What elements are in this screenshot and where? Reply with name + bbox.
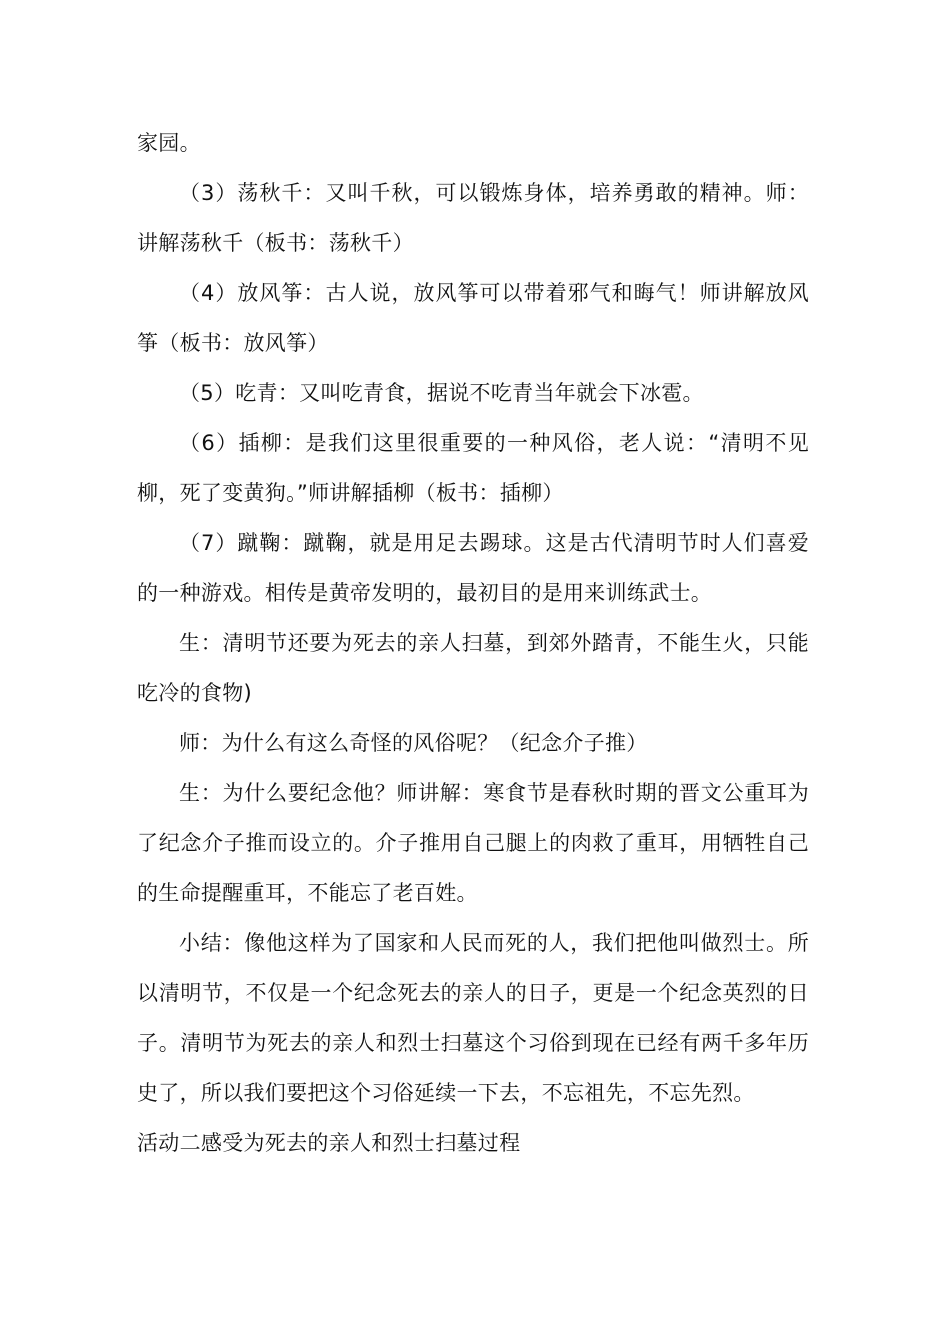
paragraph-swing: （3）荡秋千：又叫千秋，可以锻炼身体，培养勇敢的精神。师：讲解荡秋千（板书：荡秋千） — [137, 181, 809, 255]
paragraph-summary: 小结：像他这样为了国家和人民而死的人，我们把他叫做烈士。所以清明节，不仅是一个纪念死去的亲人的日子，更是一个纪念英烈的日子。清明节为死去的亲人和烈士扫墓这个习俗到现在已经有两千多年历史了，所以我们要把这个习俗延续一下去，不忘祖先，不忘先烈。 — [137, 931, 809, 1105]
activity-heading: 活动二感受为死去的亲人和烈士扫墓过程 — [137, 1131, 521, 1155]
paragraph-cuju: （7）蹴鞠：蹴鞠，就是用足去踢球。这是古代清明节时人们喜爱的一种游戏。相传是黄帝发明的，最初目的是用来训练武士。 — [137, 531, 809, 605]
paragraph-eat-green: （5）吃青：又叫吃青食，据说不吃青当年就会下冰雹。 — [179, 381, 704, 405]
paragraph-kite: （4）放风筝：古人说，放风筝可以带着邪气和晦气！师讲解放风筝（板书：放风筝） — [137, 281, 809, 355]
paragraph-willow: （6）插柳：是我们这里很重要的一种风俗，老人说：“清明不见柳，死了变黄狗。”师讲解插柳（板书：插柳） — [137, 431, 809, 505]
paragraph-continuation: 家园。 — [137, 131, 201, 155]
document-page — [137, 118, 809, 1168]
paragraph-teacher-question: 师：为什么有这么奇怪的风俗呢？（纪念介子推） — [179, 731, 648, 755]
paragraph-student-jiezitui: 生：为什么要纪念他？师讲解：寒食节是春秋时期的晋文公重耳为了纪念介子推而设立的。介子推用自己腿上的肉救了重耳，用牺牲自己的生命提醒重耳，不能忘了老百姓。 — [137, 781, 809, 905]
paragraph-student-tomb-sweeping: 生：清明节还要为死去的亲人扫墓，到郊外踏青，不能生火，只能吃冷的食物) — [137, 631, 809, 705]
